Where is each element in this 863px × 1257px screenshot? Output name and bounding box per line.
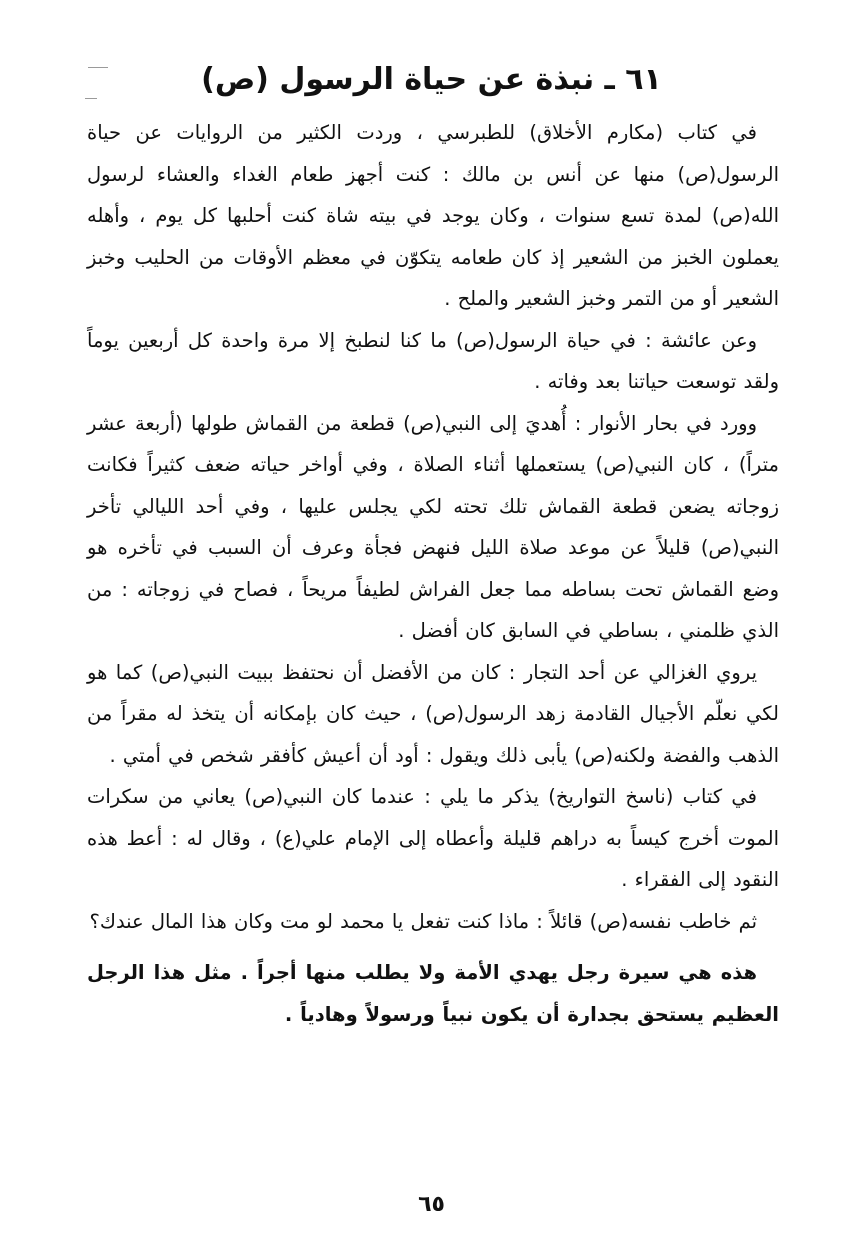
paragraph-conclusion: هذه هي سيرة رجل يهدي الأمة ولا يطلب منها أجراً . مثل هذا الرجل العظيم يستحق بجدارة أن يكون نبياً ورسولاً وهادياً . [87,961,779,1026]
paragraph-nasikh-tawarikh: في كتاب (ناسخ التواريخ) يذكر ما يلي : عندما كان النبي(ص) يعاني من سكرات الموت أخرج كيساً به دراهم قليلة وأعطاه إلى الإمام علي(ع) ، وقال له : أعط هذه النقود إلى الفقراء . [87,785,779,891]
paragraph-aisha: وعن عائشة : في حياة الرسول(ص) ما كنا لنطبخ إلا مرة واحدة كل أربعين يوماً ولقد توسعت حياتنا بعد وفاته . [87,328,779,393]
section-title: ٦١ ـ نبذة عن حياة الرسول (ص) [201,62,662,97]
paragraph-self-address: ثم خاطب نفسه(ص) قائلاً : ماذا كنت تفعل يا محمد لو مت وكان هذا المال عندك؟ [89,909,757,933]
page-number: ٦٥ [418,1192,445,1217]
paragraph-makarim-akhlaq: في كتاب (مكارم الأخلاق) للطبرسي ، وردت الكثير من الروايات عن حياة الرسول(ص) منها عن أنس بن مالك : كنت أجهز طعام الغداء والعشاء لرسول الله(ص) لمدة تسع سنوات ، وكان يوجد في بيته شاة كنت أحلبها كل يوم ، وأهله يعملون الخبز من الشعير إذ كان طعامه يتكوّن في معظم الأوقات من الحليب وخبز الشعير أو من التمر وخبز الشعير والملح . [87,121,779,310]
paragraph-ghazali: يروي الغزالي عن أحد التجار : كان من الأفضل أن نحتفظ ببيت النبي(ص) كما هو لكي نعلّم الأجيال القادمة زهد الرسول(ص) ، حيث كان بإمكانه أن يتخذ له مقراً من الذهب والفضة ولكنه(ص) يأبى ذلك ويقول : أود أن أعيش كأفقر شخص في أمتي . [87,660,779,767]
body-text [87,112,779,1035]
paragraph-bihar-anwar: وورد في بحار الأنوار : أُهديَ إلى النبي(ص) قطعة من القماش طولها (أربعة عشر متراً) ، كان النبي(ص) يستعملها أثناء الصلاة ، وفي أواخر حياته ضعف كثيراً فكانت زوجاته يضعن قطعة القماش تلك تحته لكي يجلس عليها ، وفي أحد الليالي تأخر النبي(ص) قليلاً عن موعد صلاة الليل فنهض فجأة وعرف أن السبب في تأخره هو وضع القماش تحت بساطه مما جعل الفراش لطيفاً مريحاً ، فصاح في زوجاته : من الذي ظلمني ، بساطي في السابق كان أفضل . [87,411,779,642]
